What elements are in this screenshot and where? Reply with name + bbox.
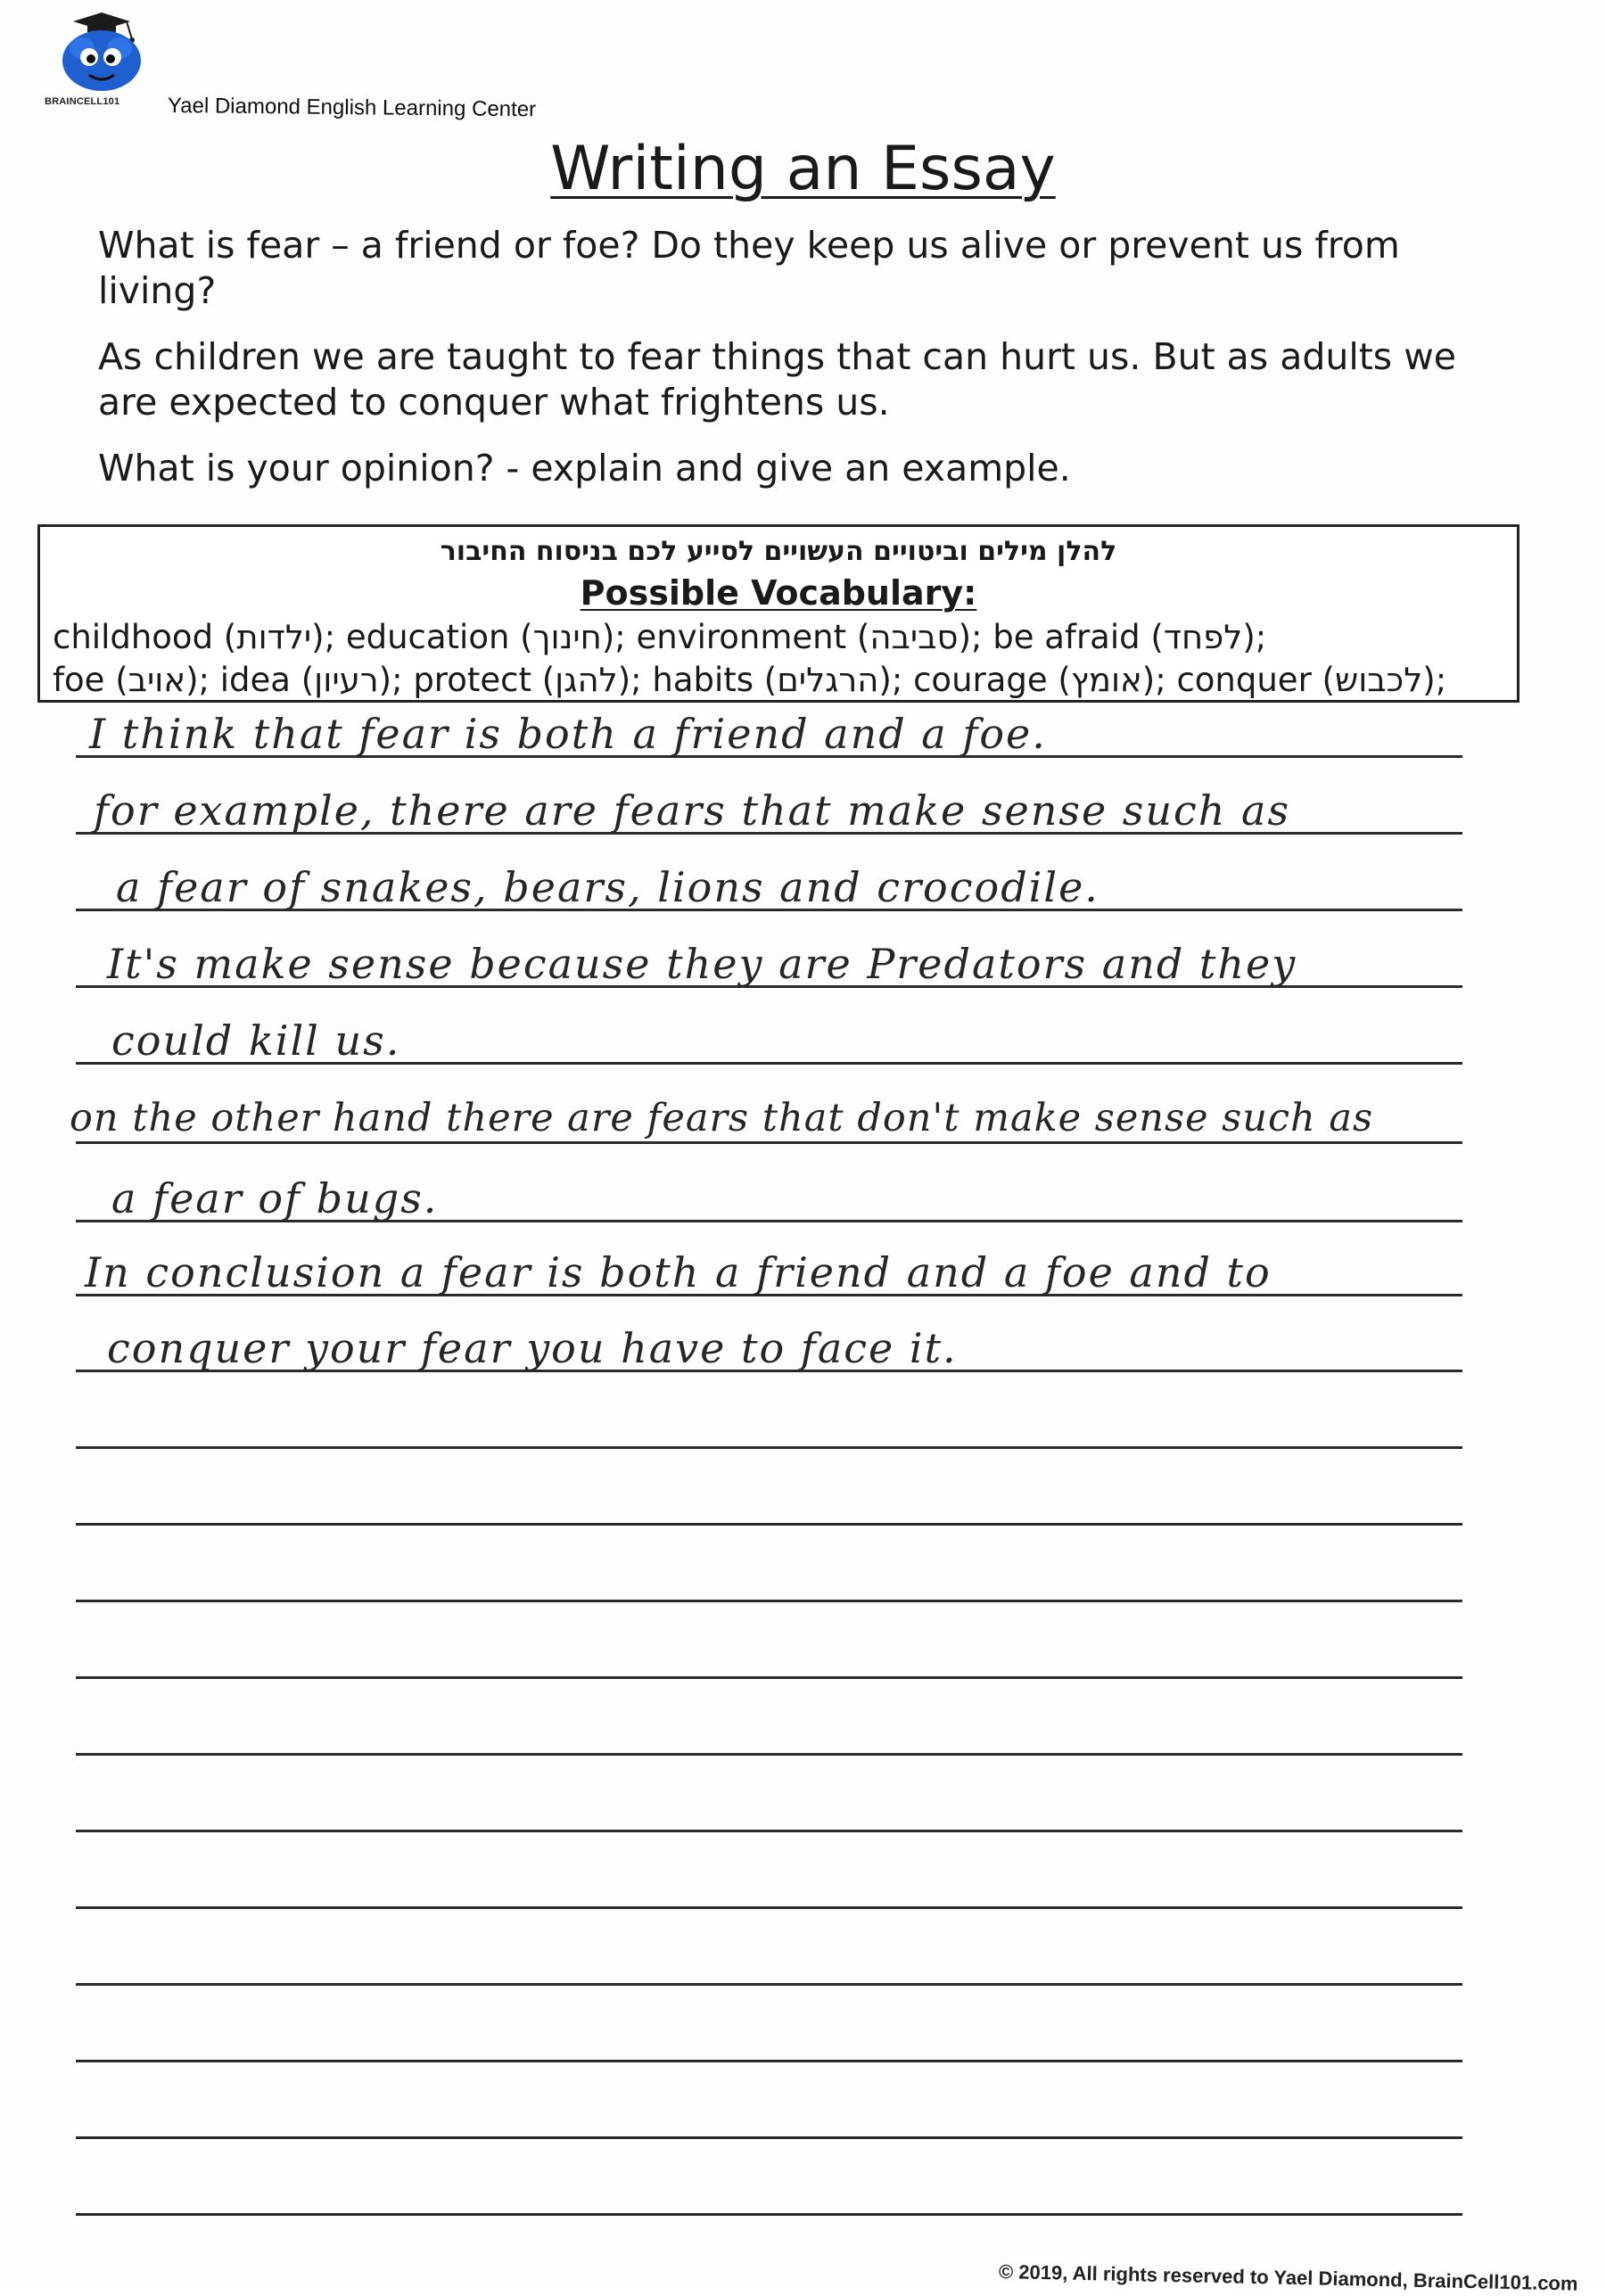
handwritten-essay-line: conquer your fear you have to face it. bbox=[107, 1324, 958, 1372]
prompt-instruction: What is your opinion? - explain and give an example. bbox=[98, 447, 1071, 490]
handwritten-essay-line: It's make sense because they are Predators and they bbox=[107, 940, 1297, 988]
learning-center-name: Yael Diamond English Learning Center bbox=[167, 94, 537, 122]
handwritten-essay-line: a fear of snakes, bears, lions and crocodile. bbox=[116, 863, 1099, 911]
writing-line bbox=[76, 1906, 1462, 1909]
writing-line bbox=[76, 2136, 1462, 2139]
vocabulary-heading-text: Possible Vocabulary: bbox=[580, 573, 977, 613]
prompt-question: What is fear – a friend or foe? Do they keep us alive or prevent us from living? bbox=[98, 224, 1400, 312]
logo-caption: BRAINCELL101 bbox=[45, 96, 120, 107]
handwritten-essay-line: I think that fear is both a friend and a foe. bbox=[89, 710, 1047, 758]
handwritten-essay-line: on the other hand there are fears that don't make sense such as bbox=[70, 1096, 1374, 1140]
writing-line bbox=[76, 1753, 1462, 1756]
handwritten-essay-line: a fear of bugs. bbox=[111, 1174, 439, 1222]
copyright-footer: © 2019, All rights reserved to Yael Diamond, BrainCell101.com bbox=[998, 2260, 1578, 2295]
writing-line bbox=[76, 1830, 1462, 1832]
handwritten-essay-line: for example, there are fears that make sense such as bbox=[94, 786, 1291, 835]
page-title bbox=[0, 134, 1606, 204]
handwritten-essay-line: In conclusion a fear is both a friend and a foe and to bbox=[85, 1248, 1272, 1296]
writing-line bbox=[76, 1600, 1462, 1602]
page-title-text: Writing an Essay bbox=[550, 134, 1056, 204]
vocabulary-line: childhood (ילדות); education (חינוך); environment (סביבה); be afraid (לפחד); bbox=[53, 618, 1267, 656]
handwritten-essay-line: could kill us. bbox=[111, 1016, 401, 1065]
writing-line bbox=[76, 2060, 1462, 2062]
writing-line bbox=[76, 1676, 1462, 1679]
prompt-context: As children we are taught to fear things that can hurt us. But as adults we are expected to conquer what frightens us. bbox=[98, 335, 1456, 424]
writing-line bbox=[76, 1983, 1462, 1986]
vocabulary-heading bbox=[40, 573, 1517, 613]
writing-line bbox=[76, 1446, 1462, 1449]
writing-line bbox=[76, 1523, 1462, 1526]
vocabulary-line: foe (אויב); idea (רעיון); protect (להגן); habits (הרגלים); courage (אומץ); conquer (לכבוש); bbox=[53, 661, 1447, 699]
brain-mascot-logo-icon bbox=[46, 12, 146, 98]
writing-line bbox=[76, 1141, 1462, 1144]
vocabulary-box bbox=[37, 524, 1520, 703]
vocabulary-hebrew-heading: להלן מילים וביטויים העשויים לסייע לכם בניסוח החיבור bbox=[440, 536, 1117, 567]
writing-line bbox=[76, 2213, 1462, 2216]
